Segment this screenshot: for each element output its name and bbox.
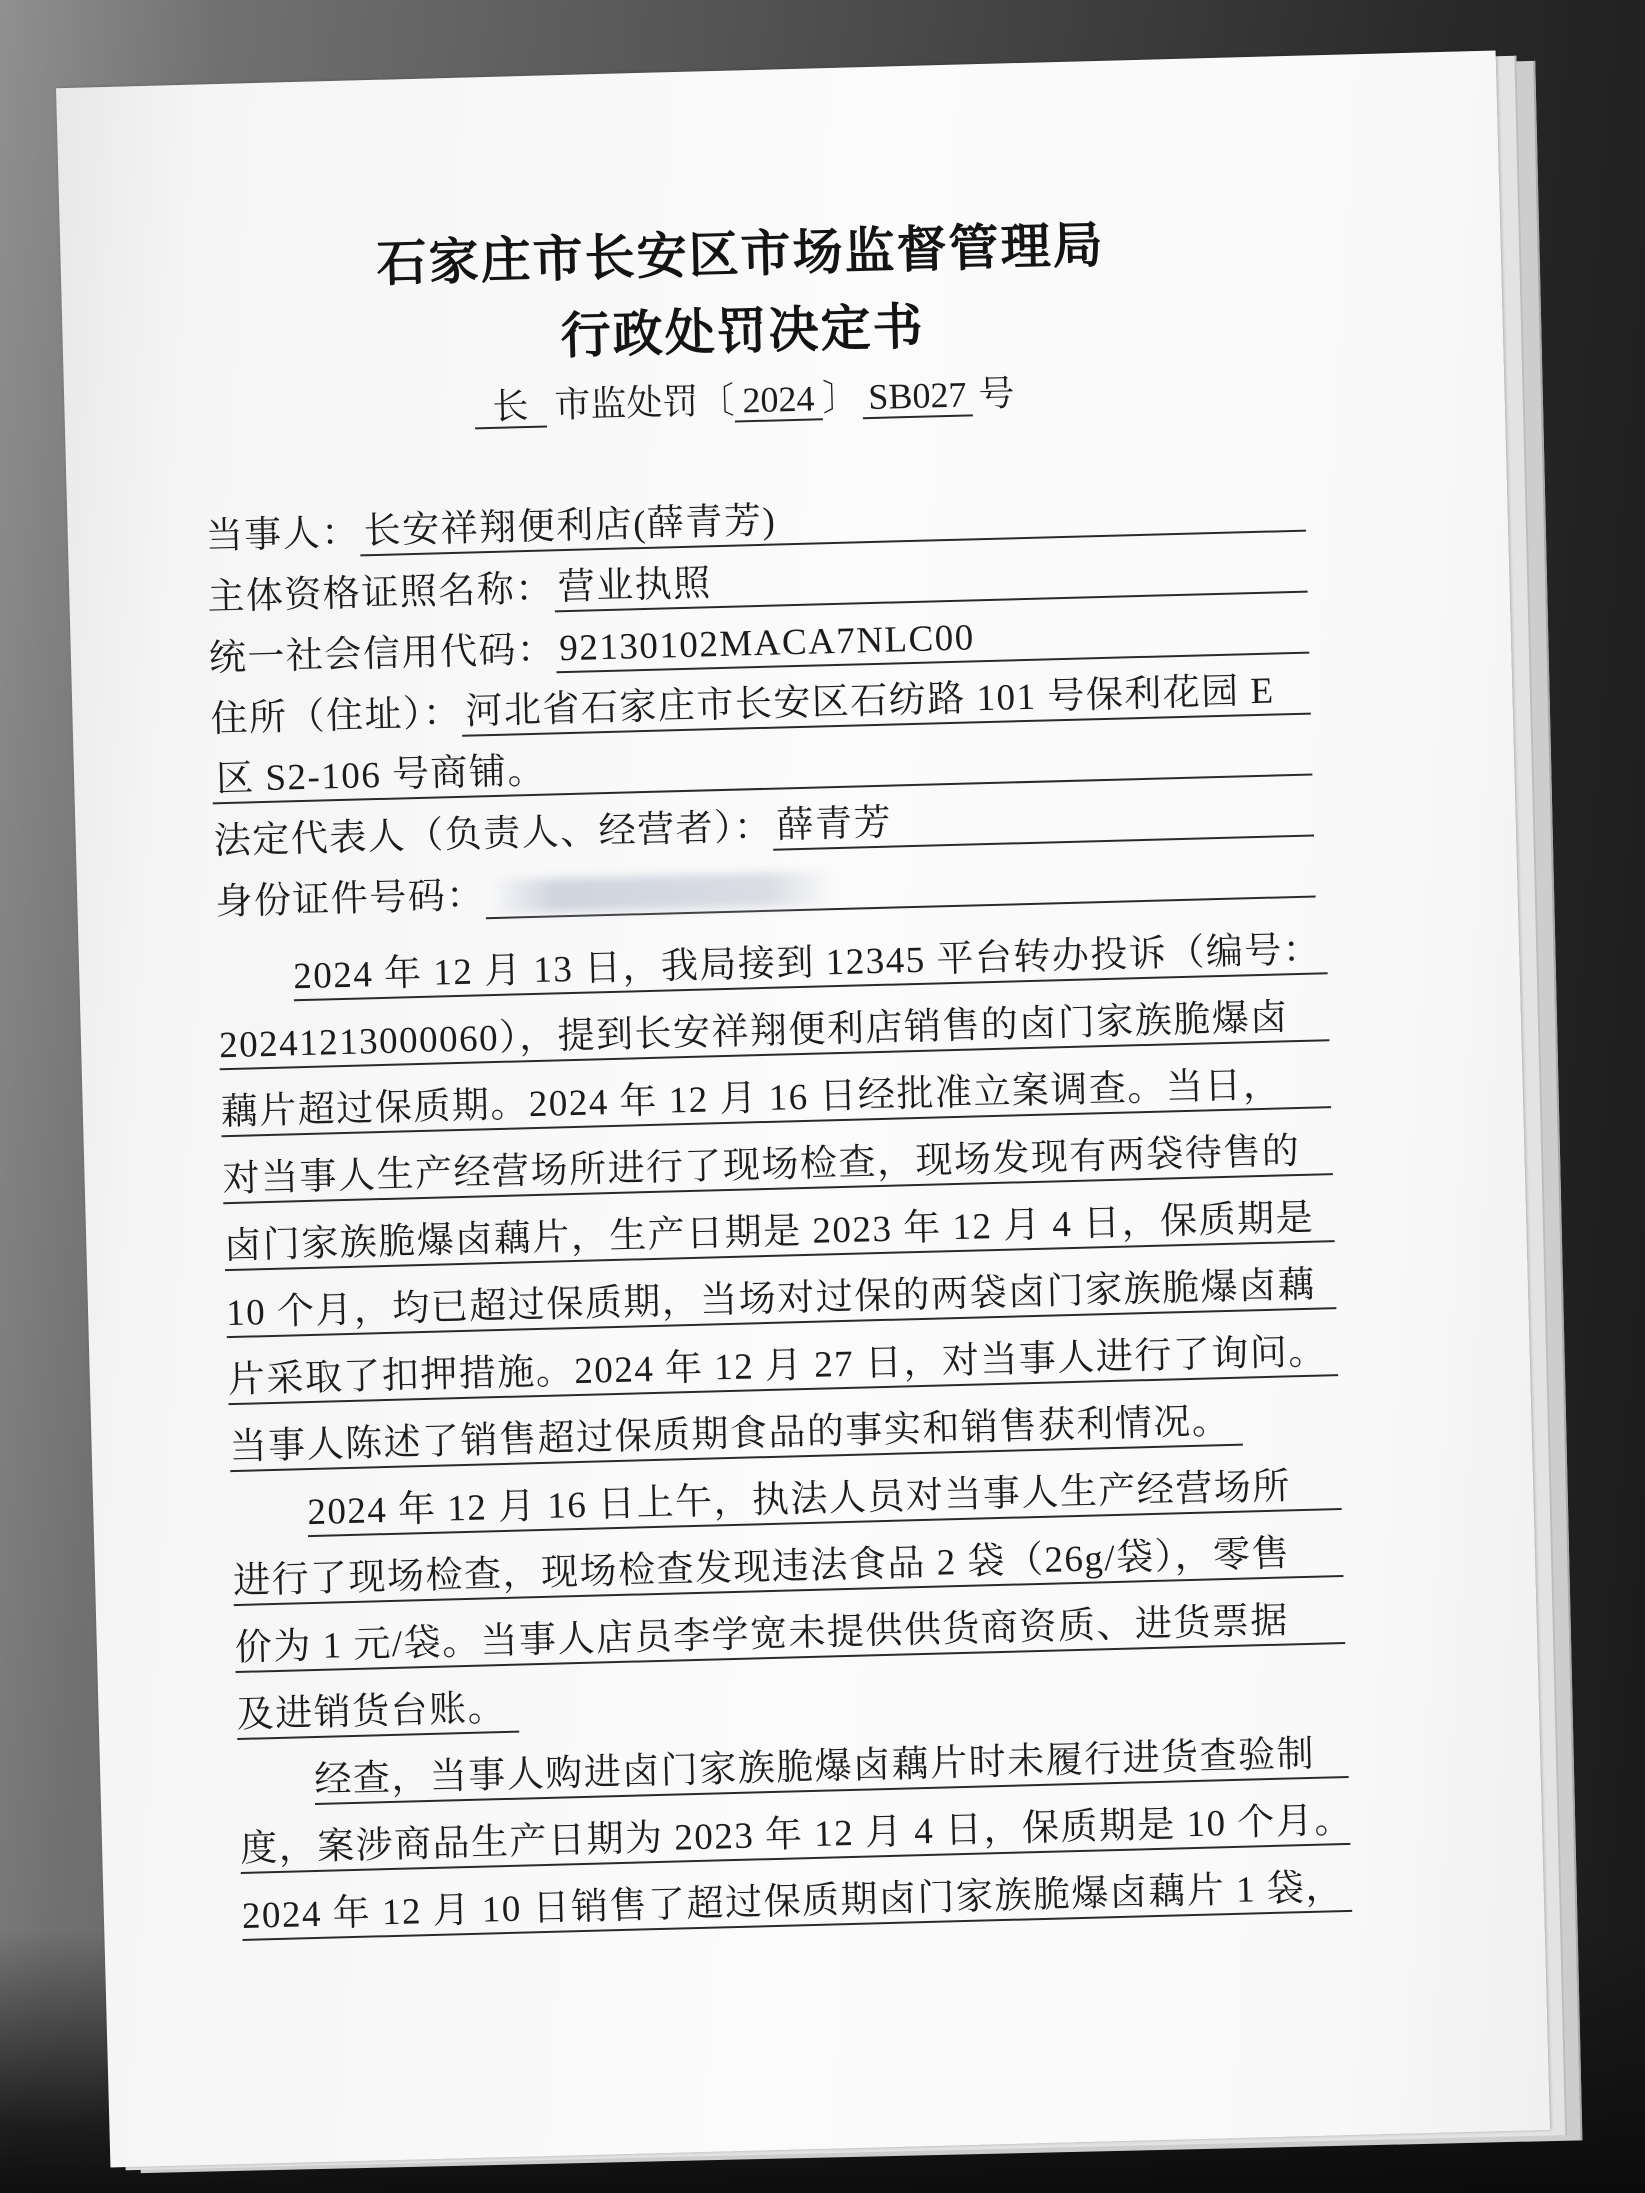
document-number-close: 〕 — [821, 377, 859, 419]
body-paragraph — [217, 916, 1341, 1481]
paragraph-line-text: 度，案涉商品生产日期为 2023 年 12 月 4 日，保质期是 10 个月。 — [240, 1798, 1351, 1874]
field-label: 主体资格证照名称： — [206, 567, 555, 618]
paragraph-line-text: 经查，当事人购进卤门家族脆爆卤藕片时未履行进货查验制 — [314, 1731, 1349, 1805]
paragraph-line-text: 进行了现场检查，现场检查发现违法食品 2 袋（26g/袋），零售 — [233, 1530, 1344, 1606]
field-value: 长安祥翔便利店(薛青芳) — [359, 485, 1306, 556]
document-type-title: 行政处罚决定书 — [559, 298, 926, 365]
paragraph-line-text: 2024 年 12 月 10 日销售了超过保质期卤门家族脆爆卤藕片 1 袋， — [241, 1865, 1352, 1941]
field-label: 当事人： — [205, 511, 361, 557]
body-text — [217, 916, 1353, 1950]
paragraph-line-text: 藕片超过保质期。2024 年 12 月 16 日经批准立案调查。当日， — [220, 1061, 1331, 1137]
agency-title: 石家庄市长安区市场监督管理局 — [375, 216, 1106, 292]
paragraph-line-text: 2024 年 12 月 16 日上午，执法人员对当事人生产经营场所 — [307, 1463, 1342, 1537]
redacted-id-number — [496, 871, 827, 914]
paragraph-line-text: 及进销货台账。 — [236, 1686, 519, 1740]
document-number-text: 市监处罚〔 — [553, 380, 735, 426]
paragraph-line-text: 价为 1 元/袋。当事人店员李学宽未提供供货商资质、进货票据 — [234, 1597, 1345, 1673]
paragraph-line-text: 卤门家族脆爆卤藕片，生产日期是 2023 年 12 月 4 日，保质期是 — [224, 1195, 1335, 1271]
document-header — [180, 202, 1305, 445]
document-number-prefix: 长 — [474, 385, 547, 429]
field-value: 区 S2-106 号商铺。 — [212, 729, 1313, 804]
field-value — [484, 851, 1315, 919]
paragraph-line-text: 10 个月，均已超过保质期，当场对过保的两袋卤门家族脆爆卤藕 — [226, 1262, 1337, 1338]
paragraph-line-text: 片采取了扣押措施。2024 年 12 月 27 日，对当事人进行了询问。 — [227, 1329, 1338, 1405]
field-value: 营业执照 — [553, 546, 1307, 612]
body-paragraph — [238, 1720, 1353, 1950]
paragraph-line-text: 对当事人生产经营场所进行了现场检查，现场发现有两袋待售的 — [222, 1128, 1333, 1204]
field-label: 统一社会信用代码： — [208, 628, 556, 679]
body-paragraph — [231, 1452, 1348, 1749]
field-value: 薛青芳 — [772, 790, 1314, 850]
field-label: 法定代表人（负责人、经营者）： — [213, 806, 774, 862]
field-label: 住所（住址）： — [210, 692, 463, 740]
document-number-suffix: 号 — [977, 373, 1015, 415]
field-value: 92130102MACA7NLC00 — [555, 607, 1309, 673]
paragraph-line-text: 当事人陈述了销售超过保质期食品的事实和销售获利情况。 — [229, 1399, 1243, 1473]
document-number-year: 2024 — [734, 378, 823, 422]
field-value: 河北省石家庄市长安区石纺路 101 号保利花园 E — [461, 668, 1311, 736]
document-number-code: SB027 — [862, 374, 973, 419]
party-info-fields — [205, 478, 1316, 934]
field-label: 身份证件号码： — [214, 874, 486, 923]
paragraph-line-text: 2024 年 12 月 13 日，我局接到 12345 平台转办投诉（编号： — [293, 927, 1328, 1001]
document-page — [56, 51, 1550, 2168]
paragraph-line-text: 20241213000060），提到长安祥翔便利店销售的卤门家族脆爆卤 — [219, 994, 1330, 1070]
